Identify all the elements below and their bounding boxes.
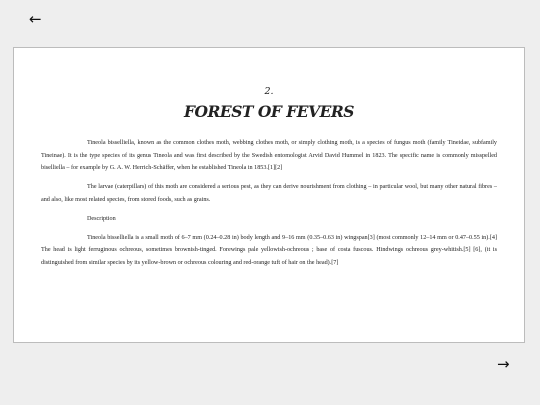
paragraph: The larvae (caterpillars) of this moth are considered a serious pest, as they can derive nourishment from clothing – in particular wool, but many other natural fibres – and also, like most related species, from stored foods, such as grains. (41, 184, 497, 203)
forward-arrow-icon[interactable]: → (497, 355, 510, 373)
book-page (13, 47, 525, 343)
paragraph: Tineola bisselliella, known as the common clothes moth, webbing clothes moth, or simply clothing moth, is a species of fungus moth (family Tineidae, subfamily Tineinae). It is the type species of its genus Tineola and was first described by the Swedish entomologist Arvid David Hummel in 1823. The specific name is commonly misspelled biselliella – for example by G. A. W. Herrich-Schäffer, when he established Tineola in 1853.[1][2] (41, 140, 497, 171)
paragraph: Tineola bisselliella is a small moth of 6–7 mm (0.24–0.28 in) body length and 9–16 mm (0.35–0.63 in) wingspan[3] (most commonly 12–14 mm or 0.47–0.55 in).[4] The head is light ferruginous ochreous, sometimes brownish-tinged. Forewings pale yellowish-ochreous ; base of costa fuscous. Hindwings ochreous grey-whitish.[5] [6], (it is distinguished from similar species by its yellow-brown or ochreous colouring and red-orange tuft of hair on the head).[7] (41, 234, 497, 266)
chapter-number: 2. (264, 86, 274, 97)
back-arrow-icon[interactable]: ← (29, 10, 42, 28)
section-heading: Description (87, 215, 116, 222)
page-body (41, 137, 497, 276)
chapter-title: FOREST OF FEVERS (184, 102, 354, 121)
